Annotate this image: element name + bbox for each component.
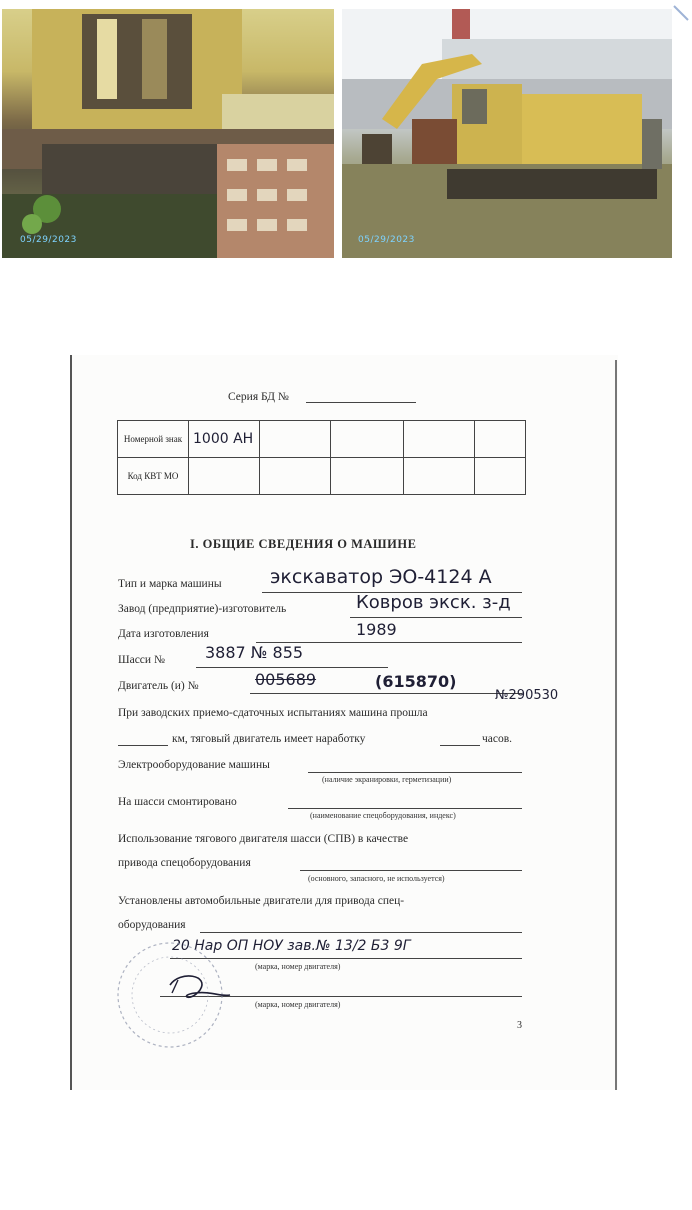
usage-label-line1: Использование тягового двигателя шасси (СПВ) в качестве <box>118 833 409 845</box>
auto-engines-label-line2: оборудования <box>118 919 186 931</box>
section-title: I. ОБЩИЕ СВЕДЕНИЯ О МАШИНЕ <box>190 537 417 551</box>
machine-type-value: экскаватор ЭО-4124 А <box>270 566 492 588</box>
chassis-value: 3887 № 855 <box>205 643 304 662</box>
table-cell <box>331 458 404 495</box>
engine-value-struck: 005689 <box>255 670 317 689</box>
page-number: 3 <box>517 1020 522 1031</box>
kvt-code-label: Код КВТ МО <box>118 458 189 495</box>
usage-label-line2: привода спецоборудования <box>118 857 251 869</box>
usage-line <box>300 870 522 871</box>
table-cell <box>404 458 475 495</box>
document-left-edge <box>70 355 72 1090</box>
official-stamp-signature <box>100 935 260 1055</box>
test-text-km: км, тяговый двигатель имеет наработку <box>172 733 366 745</box>
manufacturer-line <box>350 617 522 618</box>
engine-note-2: (марка, номер двигателя) <box>255 1000 341 1009</box>
engine-label: Двигатель (и) № <box>118 680 199 692</box>
series-label: Серия БД № <box>228 391 289 403</box>
document-right-edge <box>615 360 617 1090</box>
chassis-label: Шасси № <box>118 654 165 666</box>
mounted-label: На шасси смонтировано <box>118 796 237 808</box>
manufacturer-label: Завод (предприятие)-изготовитель <box>118 603 287 615</box>
auto-engines-label-line1: Установлены автомобильные двигатели для привода спец- <box>118 895 405 907</box>
table-cell <box>260 458 331 495</box>
undercarriage-illustration <box>2 9 334 258</box>
table-cell <box>189 458 260 495</box>
engine-note-1: (марка, номер двигателя) <box>255 962 341 971</box>
km-line <box>118 745 168 746</box>
table-cell <box>475 421 526 458</box>
machine-type-label: Тип и марка машины <box>118 578 222 590</box>
auto-engines-value: 20 Нар ОП НОУ зав.№ 13/2 Б3 9Г <box>172 938 411 954</box>
plate-value: 1000 АН <box>193 431 254 447</box>
electrical-label: Электрооборудование машины <box>118 759 270 771</box>
photo-timestamp: 05/29/2023 <box>20 235 77 245</box>
engine-line <box>250 693 522 694</box>
hours-line <box>440 745 480 746</box>
series-line <box>306 402 416 403</box>
plate-value-cell <box>189 421 260 458</box>
table-cell <box>475 458 526 495</box>
engine-value-2: (615870) <box>375 672 457 691</box>
auto-engines-line <box>200 932 522 933</box>
usage-note: (основного, запасного, не используется) <box>308 874 445 883</box>
engine-value-3: №290530 <box>495 688 559 703</box>
excavator-side-photo <box>342 9 672 258</box>
plate-label: Номерной знак <box>118 421 189 458</box>
excavator-illustration <box>342 9 672 258</box>
test-text-hours: часов. <box>482 733 513 745</box>
date-value: 1989 <box>356 620 397 639</box>
manufacturer-value: Ковров экск. з-д <box>356 592 511 613</box>
chassis-line <box>196 667 388 668</box>
date-label: Дата изготовления <box>118 628 209 640</box>
registration-table <box>117 420 526 495</box>
mounted-note: (наименование спецоборудования, индекс) <box>310 811 456 820</box>
table-cell <box>404 421 475 458</box>
corner-stamp-icon <box>672 4 690 22</box>
table-cell <box>260 421 331 458</box>
electrical-note: (наличие экранировки, герметизации) <box>322 775 452 784</box>
mounted-line <box>288 808 522 809</box>
photo-timestamp: 05/29/2023 <box>358 235 415 245</box>
test-text-line1: При заводских приемо-сдаточных испытаниях машина прошла <box>118 707 428 719</box>
table-cell <box>331 421 404 458</box>
electrical-line <box>308 772 522 773</box>
excavator-undercarriage-photo <box>2 9 334 258</box>
